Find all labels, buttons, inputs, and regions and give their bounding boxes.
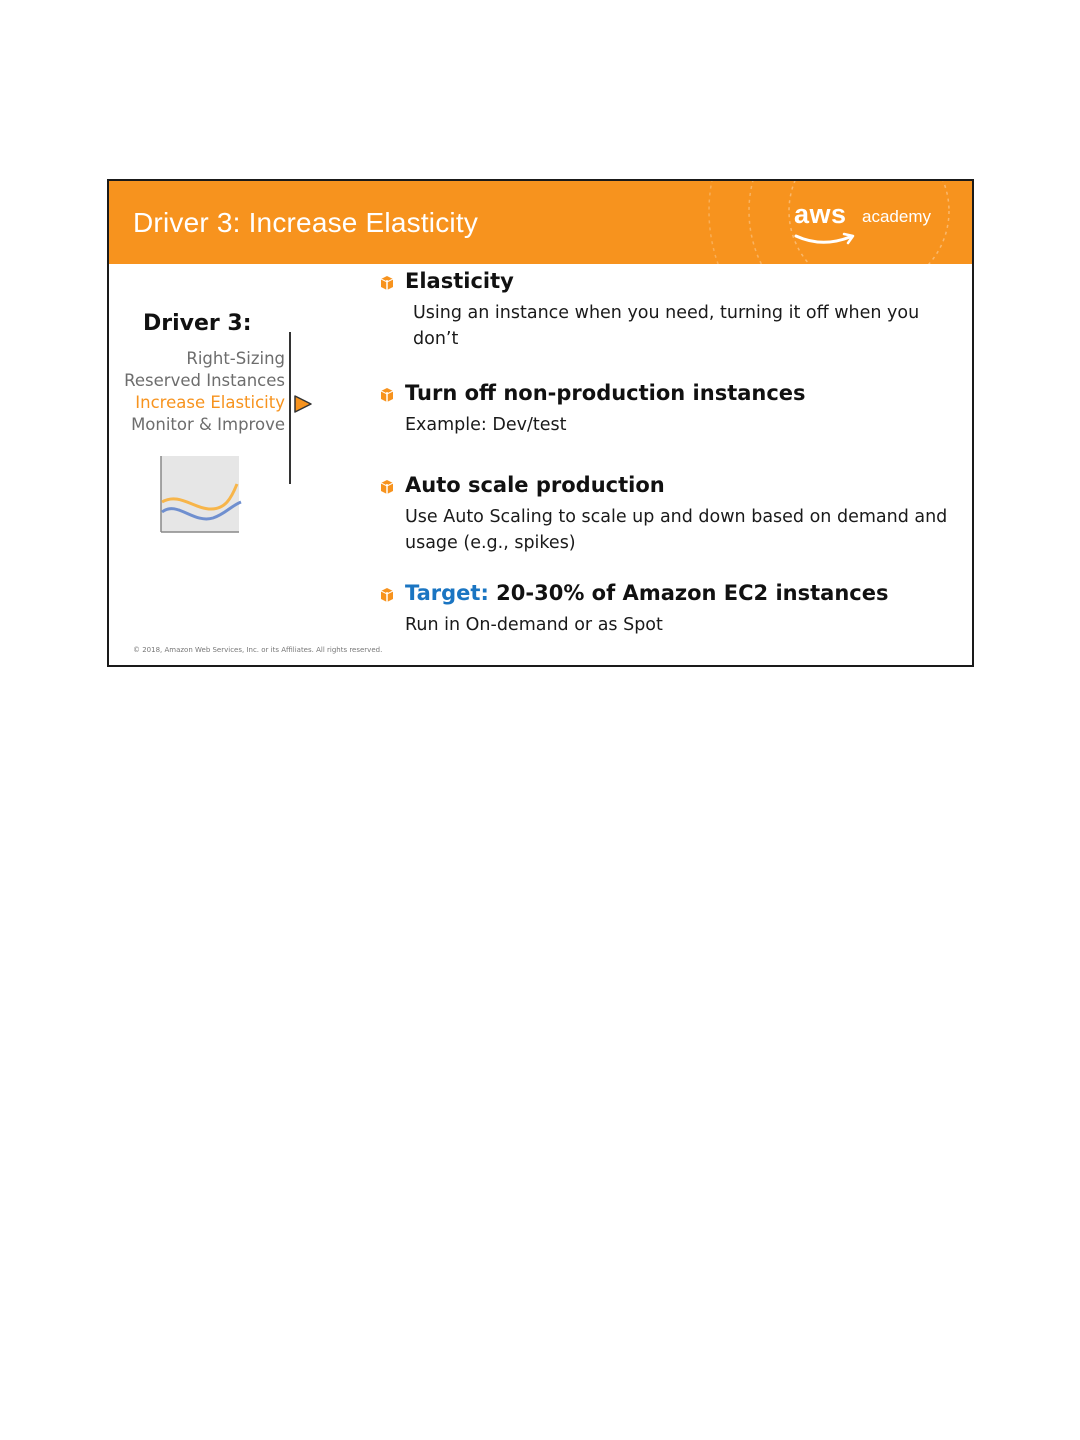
cube-bullet-icon <box>379 275 395 291</box>
elasticity-chart-icon <box>159 454 249 536</box>
cube-bullet-icon <box>379 387 395 403</box>
driver-item-monitor-improve: Monitor & Improve <box>131 415 285 434</box>
bullet-description: Use Auto Scaling to scale up and down based on demand and usage (e.g., spikes) <box>405 507 948 553</box>
bullet-title <box>405 581 888 605</box>
cube-bullet-icon <box>379 479 395 495</box>
bullet-description: Using an instance when you need, turning it off when you don’t <box>413 303 920 349</box>
bullet-description: Example: Dev/test <box>405 415 567 435</box>
bullet-title: Elasticity <box>405 269 514 293</box>
cube-bullet-icon <box>379 587 395 603</box>
driver-heading: Driver 3: <box>143 311 252 336</box>
bullet-title: Turn off non-production instances <box>405 381 806 405</box>
slide-title: Driver 3: Increase Elasticity <box>133 207 479 238</box>
academy-wordmark: academy <box>862 207 931 226</box>
driver-sidebar <box>109 264 369 664</box>
driver-item-increase-elasticity: Increase Elasticity <box>135 393 285 412</box>
aws-academy-logo <box>794 199 944 249</box>
bullet-description: Run in On-demand or as Spot <box>405 615 663 635</box>
target-value: 20-30% of Amazon EC2 instances <box>496 581 889 605</box>
driver-divider <box>289 332 291 484</box>
target-label: Target: <box>405 581 489 605</box>
aws-wordmark: aws <box>794 199 847 229</box>
slide <box>107 179 974 667</box>
driver-item-right-sizing: Right-Sizing <box>186 349 285 368</box>
active-pointer-icon <box>293 394 313 414</box>
slide-header <box>109 181 972 264</box>
copyright-footer: © 2018, Amazon Web Services, Inc. or its Affiliates. All rights reserved. <box>133 646 383 654</box>
bullet-title: Auto scale production <box>405 473 665 497</box>
aws-smile-icon <box>794 232 864 248</box>
driver-item-reserved-instances: Reserved Instances <box>124 371 285 390</box>
driver-list <box>124 348 285 436</box>
